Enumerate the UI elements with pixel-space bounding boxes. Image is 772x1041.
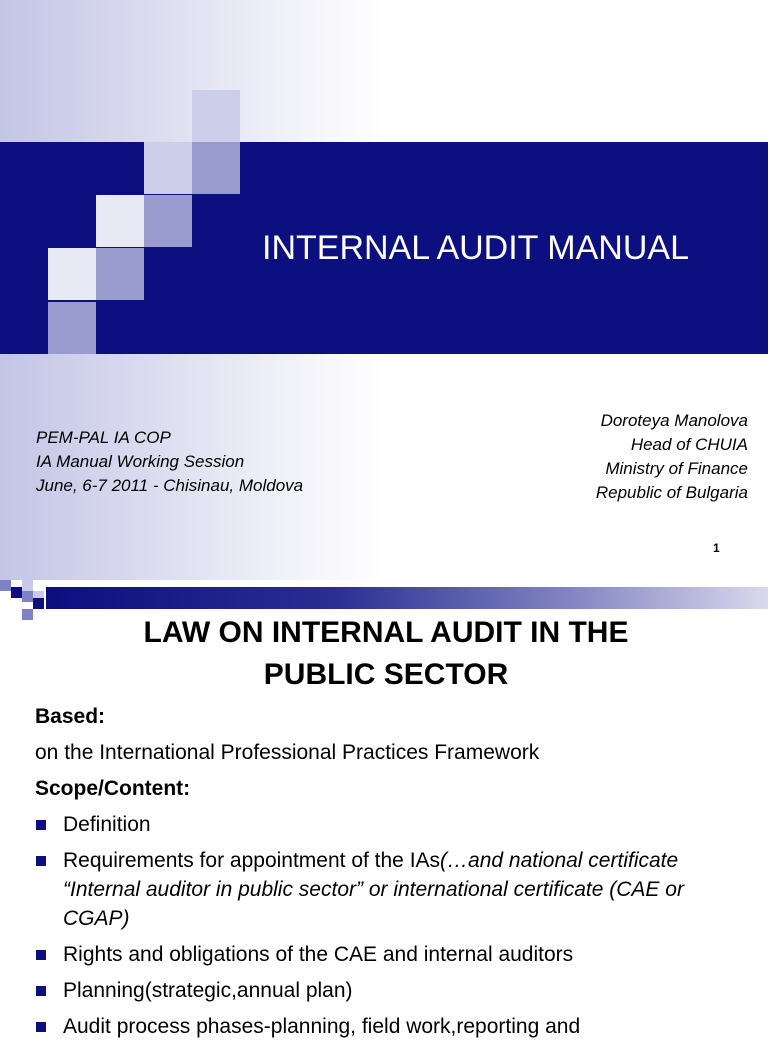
author-line: Doroteya Manolova [600, 411, 748, 430]
square-bullet-icon [36, 820, 46, 830]
bullet-text: Requirements for appointment of the IAs [63, 849, 441, 872]
based-heading: Based: [35, 705, 106, 728]
slide-title [0, 612, 772, 696]
decorative-square [192, 142, 240, 194]
bullet-text: Planning(strategic,annual plan) [63, 979, 353, 1002]
square-bullet-icon [36, 986, 46, 996]
decorative-square [96, 195, 144, 247]
event-line: June, 6-7 2011 - Chisinau, Moldova [36, 476, 304, 495]
decorative-square [48, 302, 96, 354]
bullet-text: Audit process phases-planning, field work,reporting and [63, 1015, 581, 1038]
decorative-square [192, 90, 240, 142]
title-line: LAW ON INTERNAL AUDIT IN THE [143, 616, 629, 649]
based-text: on the International Professional Practices Framework [35, 741, 540, 764]
author-info [596, 409, 748, 505]
square-bullet-icon [36, 856, 46, 866]
decorative-mini-square [22, 580, 33, 591]
decorative-mini-square [11, 587, 22, 598]
bullet-item [35, 940, 755, 969]
title-line: PUBLIC SECTOR [263, 658, 509, 691]
decorative-square [96, 248, 144, 300]
decorative-mini-square [0, 580, 11, 591]
decorative-square [48, 248, 96, 300]
decorative-header-bar [46, 587, 768, 609]
bullet-italic-text: (…and national certificate “Internal auditor in public sector” or international certificate (CAE or CGAP) [63, 849, 684, 930]
decorative-mini-square [33, 598, 44, 609]
event-line: PEM-PAL IA COP [36, 428, 171, 447]
decorative-square [0, 195, 48, 247]
author-line: Head of CHUIA [630, 435, 748, 454]
content-slide [0, 580, 768, 1038]
author-line: Ministry of Finance [605, 459, 748, 478]
bullet-item [35, 1012, 755, 1041]
slide-body [35, 702, 755, 1041]
author-line: Republic of Bulgaria [595, 483, 748, 502]
page-number: 1 [713, 541, 720, 555]
square-bullet-icon [36, 950, 46, 960]
bullet-item [35, 976, 755, 1005]
decorative-square [144, 142, 192, 194]
scope-heading: Scope/Content: [35, 777, 191, 800]
event-info [36, 426, 303, 498]
slide-title: INTERNAL AUDIT MANUAL [262, 229, 689, 267]
square-bullet-icon [36, 1022, 46, 1032]
bullet-item [35, 810, 755, 839]
decorative-mini-square [22, 591, 33, 602]
bullet-item [35, 846, 755, 933]
bullet-text: Definition [63, 813, 151, 836]
event-line: IA Manual Working Session [36, 452, 245, 471]
bullet-text: Rights and obligations of the CAE and internal auditors [63, 943, 574, 966]
decorative-square [144, 195, 192, 247]
